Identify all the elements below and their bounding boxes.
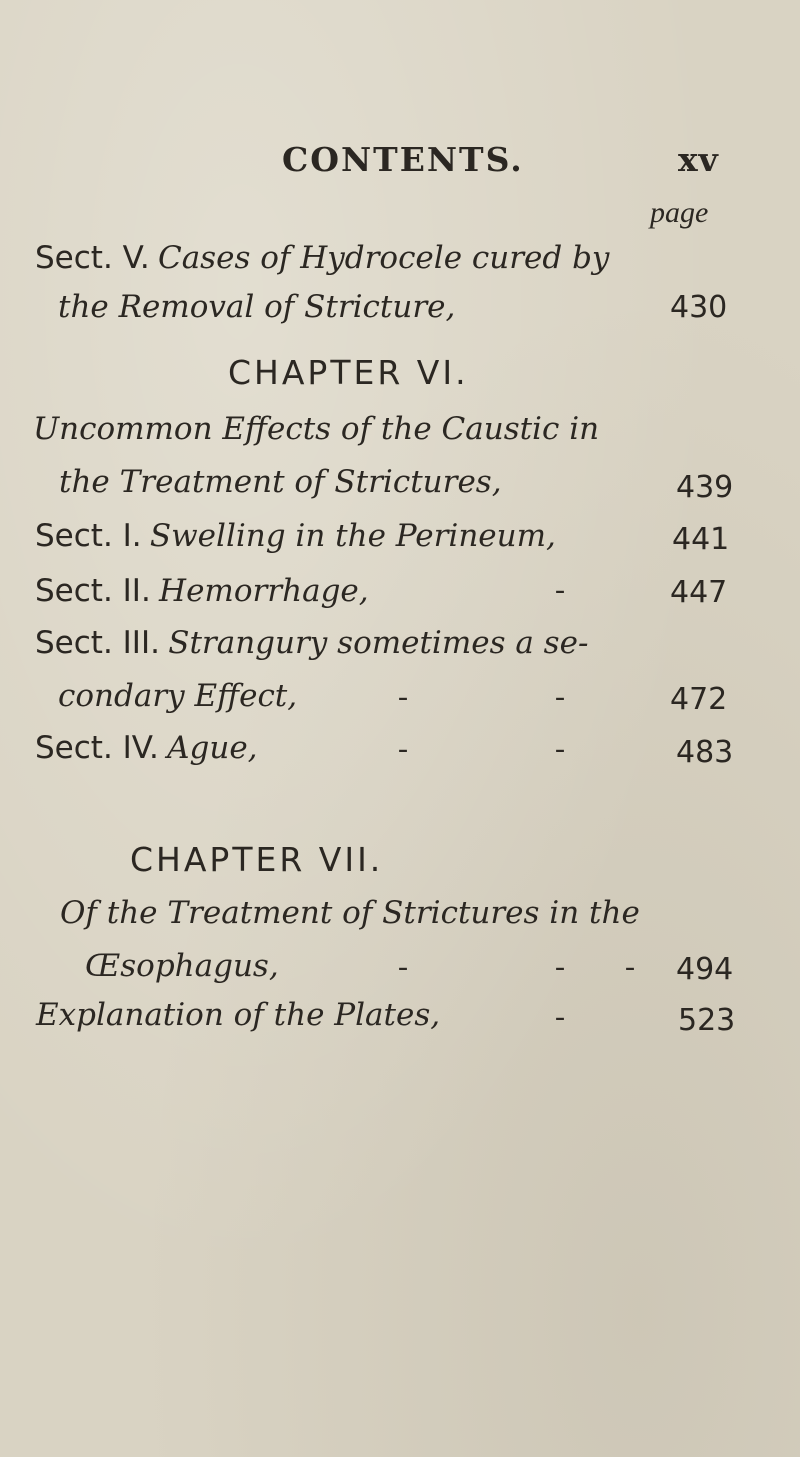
ch6-sect2-line [35,573,369,610]
ch6-sect4-page-number: 483 [676,735,734,770]
ch6-sect3-title-line1: Strangury sometimes a se- [168,625,589,661]
sect5-title-line2: the Removal of Stricture, [58,289,456,325]
ch6-sect2-dash: - [555,573,565,606]
ch6-sect2-page-number: 447 [670,575,728,610]
sect5-line2 [58,289,455,326]
ch6-sect4-line [35,730,258,767]
ch6-sect2-label: Sect. II. [35,573,151,609]
ch6-sect3-dash2: - [555,680,565,713]
chapter6-page-number: 439 [676,470,734,505]
ch6-sect1-line [35,518,556,555]
ch6-sect3-title-line2: condary Effect, [58,678,298,714]
chapter7-dash1: - [398,950,408,983]
ch6-sect1-page-number: 441 [672,522,730,557]
chapter7-title-line1: Of the Treatment of Strictures in the [60,895,640,931]
chapter7-dash3: - [625,950,635,983]
ch6-sect4-title: Ague, [167,730,258,766]
ch6-sect1-title: Swelling in the Perineum, [149,518,556,554]
chapter7-dash2: - [555,950,565,983]
chapter7-heading: CHAPTER VII. [130,840,384,879]
ch6-sect3-label: Sect. III. [35,625,160,661]
chapter6-title-line2: the Treatment of Strictures, [59,464,502,500]
chapter7-page-number: 494 [676,952,734,987]
plates-dash: - [555,1000,565,1033]
ch6-sect4-label: Sect. IV. [35,730,159,766]
sect5-line1 [35,240,609,277]
plates-page-number: 523 [678,1003,736,1038]
sect5-label: Sect. V. [35,240,150,276]
ch6-sect3-page-number: 472 [670,682,728,717]
sect5-title-line1: Cases of Hydrocele cured by [157,240,610,276]
ch6-sect1-label: Sect. I. [35,518,142,554]
page-column-label: page [650,196,709,229]
chapter6-heading: CHAPTER VI. [228,353,469,392]
ch6-sect4-dash1: - [398,732,408,765]
plates-title: Explanation of the Plates, [36,997,441,1033]
ch6-sect2-title: Hemorrhage, [159,573,369,609]
chapter6-title-line1: Uncommon Effects of the Caustic in [33,411,600,447]
running-head: CONTENTS. [282,140,524,179]
chapter7-title-line2: Œsophagus, [85,948,279,984]
ch6-sect3-dash1: - [398,680,408,713]
ch6-sect4-dash2: - [555,732,565,765]
ch6-sect3-line1 [35,625,588,662]
page-folio: xv [678,140,719,179]
sect5-page-number: 430 [670,290,728,325]
